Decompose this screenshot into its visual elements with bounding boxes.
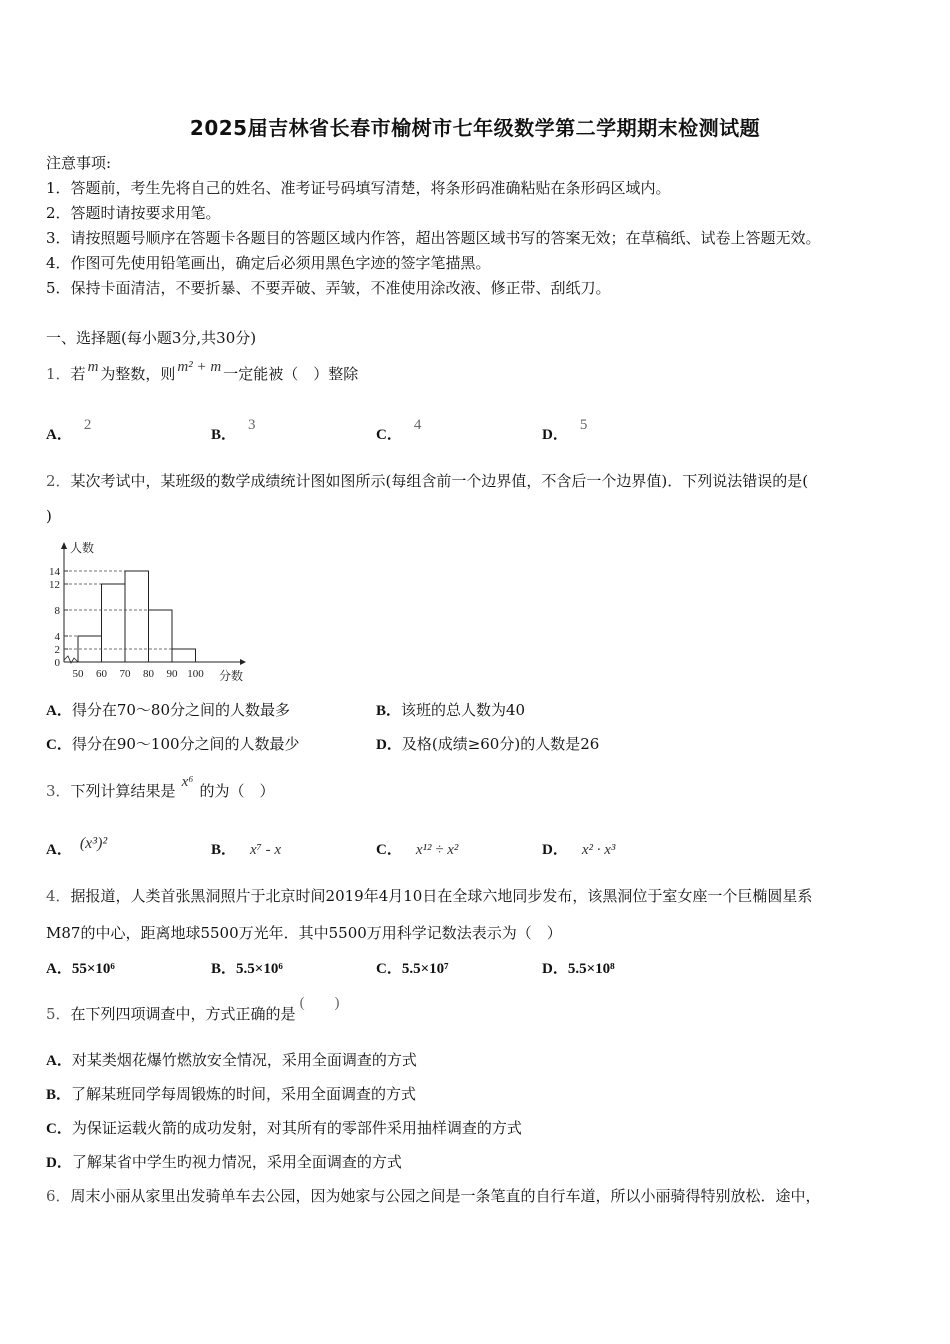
question-text: 若 xyxy=(70,365,86,383)
question-number: 5． xyxy=(46,1005,71,1023)
x-axis-arrow xyxy=(240,659,246,665)
math-expression: m² + m xyxy=(177,359,222,375)
question-text: 的为（ ） xyxy=(199,782,275,800)
option-value: 该班的总人数为40 xyxy=(401,701,526,719)
q1-option-d[interactable] xyxy=(542,417,588,444)
answer-parentheses: ( ) xyxy=(299,995,340,1011)
question-1 xyxy=(46,359,359,384)
question-text: 某次考试中，某班级的数学成绩统计图如图所示(每组含前一个边界值，不含后一个边界值)．下列说法错误的是( xyxy=(70,472,809,490)
question-3 xyxy=(46,774,275,801)
option-label: C． xyxy=(46,1121,72,1137)
q3-option-a[interactable] xyxy=(46,835,108,859)
option-label: D． xyxy=(376,737,402,753)
option-label: B． xyxy=(211,961,237,977)
question-text: 据报道，人类首张黑洞照片于北京时间2019年4月10日在全球六地同步发布，该黑洞位于室女座一个巨椭圆星系 xyxy=(70,887,813,905)
option-value: 3 xyxy=(248,417,256,433)
option-label: C． xyxy=(46,737,72,753)
note-item-1: 1．答题前，考生先将自己的姓名、准考证号码填写清楚，将条形码准确粘贴在条形码区域内。 xyxy=(46,179,671,197)
y-tick-label: 4 xyxy=(54,631,60,643)
histogram-bar xyxy=(102,584,126,662)
y-axis-arrow xyxy=(61,542,67,549)
option-label: A． xyxy=(46,703,72,719)
q3-option-d[interactable] xyxy=(542,838,615,859)
option-label: A． xyxy=(46,842,72,858)
histogram-chart xyxy=(40,535,260,685)
option-label: B． xyxy=(211,842,237,858)
q2-option-b[interactable] xyxy=(376,699,525,720)
q4-option-a[interactable] xyxy=(46,957,115,978)
note-item-3: 3．请按照题号顺序在答题卡各题目的答题区域内作答，超出答题区域书写的答案无效；在草稿纸、试卷上答题无效。 xyxy=(46,229,821,247)
option-label: A． xyxy=(46,1053,72,1069)
option-label: D． xyxy=(542,842,568,858)
option-value: 5 xyxy=(579,417,588,433)
option-value: 2 xyxy=(83,417,92,433)
option-value: 及格(成绩≥60分)的人数是26 xyxy=(401,735,600,753)
option-label: C． xyxy=(376,842,402,858)
question-text: 在下列四项调查中，方式正确的是 xyxy=(70,1005,296,1023)
question-6 xyxy=(46,1185,821,1206)
option-value: 了解某省中学生旳视力情况，采用全面调查的方式 xyxy=(71,1153,402,1171)
q1-option-c[interactable] xyxy=(376,417,422,444)
question-text: 一定能被（ ）整除 xyxy=(223,365,359,383)
option-value: 4 xyxy=(413,417,422,433)
histogram-bar xyxy=(172,649,196,662)
y-tick-label: 2 xyxy=(54,644,60,656)
q2-option-a[interactable] xyxy=(46,699,290,720)
section-heading: 一、选择题(每小题3分,共30分) xyxy=(46,329,257,347)
question-text: 下列计算结果是 xyxy=(70,782,176,800)
option-label: B． xyxy=(376,703,402,719)
q4-option-c[interactable] xyxy=(376,957,449,978)
question-4 xyxy=(46,885,812,906)
option-value: x⁷ - x xyxy=(250,842,282,858)
option-value: 5.5×10⁶ xyxy=(236,961,283,977)
option-value: 得分在70～80分之间的人数最多 xyxy=(71,701,291,719)
option-label: B． xyxy=(46,1087,72,1103)
x-tick-label: 70 xyxy=(119,668,131,680)
option-label: D． xyxy=(542,427,568,443)
x-tick-label: 90 xyxy=(166,668,178,680)
page-title: 2025届吉林省长春市榆树市七年级数学第二学期期末检测试题 xyxy=(189,116,761,140)
note-item-2: 2．答题时请按要求用笔。 xyxy=(46,204,221,222)
y-tick-label: 8 xyxy=(54,605,60,617)
question-number: 6． xyxy=(46,1187,71,1205)
option-value: 了解某班同学每周锻炼的时间，采用全面调查的方式 xyxy=(71,1085,417,1103)
q2-option-c[interactable] xyxy=(46,733,300,754)
option-value: 对某类烟花爆竹燃放安全情况，采用全面调查的方式 xyxy=(71,1051,417,1069)
option-value: x¹² ÷ x² xyxy=(415,842,459,858)
question-number: 4． xyxy=(46,887,71,905)
math-variable: m xyxy=(87,359,99,375)
option-label: A． xyxy=(46,427,72,443)
option-label: A． xyxy=(46,961,72,977)
option-label: C． xyxy=(376,961,402,977)
note-item-5: 5．保持卡面清洁，不要折暴、不要弄破、弄皱，不准使用涂改液、修正带、刮纸刀。 xyxy=(46,279,611,297)
question-2 xyxy=(46,470,808,491)
option-label: C． xyxy=(376,427,402,443)
option-value: 5.5×10⁷ xyxy=(401,961,449,977)
option-label: D． xyxy=(46,1155,72,1171)
q3-option-b[interactable] xyxy=(211,838,281,859)
x-tick-label: 100 xyxy=(187,668,204,680)
question-number: 2． xyxy=(46,472,71,490)
question-number: 3． xyxy=(46,782,71,800)
q1-option-a[interactable] xyxy=(46,417,92,444)
q4-option-b[interactable] xyxy=(211,957,283,978)
question-number: 1． xyxy=(46,365,71,383)
option-value: 为保证运载火箭的成功发射，对其所有的零部件采用抽样调查的方式 xyxy=(71,1119,522,1137)
question-5 xyxy=(46,995,340,1024)
histogram-bar xyxy=(149,610,173,662)
x-axis-title: 分数 xyxy=(219,669,244,683)
question-text: 周末小丽从家里出发骑单车去公园，因为她家与公园之间是一条笔直的自行车道，所以小丽骑得特别放松．途中， xyxy=(70,1187,821,1205)
option-value: 55×10⁶ xyxy=(71,961,115,977)
notes-heading: 注意事项: xyxy=(46,154,112,172)
y-tick-label: 0 xyxy=(54,657,60,669)
option-value: x² · x³ xyxy=(581,842,616,858)
histogram-bar xyxy=(125,571,149,662)
q5-option-a[interactable] xyxy=(46,1049,417,1070)
y-tick-label: 14 xyxy=(49,566,60,578)
q5-option-b[interactable] xyxy=(46,1083,416,1104)
x-tick-label: 80 xyxy=(143,668,154,680)
option-value: 5.5×10⁸ xyxy=(567,961,615,977)
note-item-4: 4．作图可先使用铅笔画出，确定后必须用黑色字迹的签字笔描黑。 xyxy=(46,254,491,272)
y-tick-label: 12 xyxy=(49,579,60,591)
question-2-cont: ) xyxy=(46,507,52,525)
option-value: 得分在90～100分之间的人数最少 xyxy=(71,735,300,753)
q5-option-c[interactable] xyxy=(46,1117,522,1138)
x-tick-label: 60 xyxy=(96,668,107,680)
q1-option-b[interactable] xyxy=(211,417,256,444)
x-tick-label: 50 xyxy=(72,668,84,680)
question-text: 为整数，则 xyxy=(100,365,176,383)
option-label: D． xyxy=(542,961,568,977)
q2-option-d[interactable] xyxy=(376,733,599,754)
y-axis-title: 人数 xyxy=(70,541,95,555)
option-label: B． xyxy=(211,427,237,443)
q4-option-d[interactable] xyxy=(542,957,615,978)
option-value: (x³)² xyxy=(79,835,108,852)
question-4-cont: M87的中心，距离地球5500万光年．其中5500万用科学记数法表示为（ ） xyxy=(46,924,562,942)
q5-option-d[interactable] xyxy=(46,1151,402,1172)
math-expression: x⁶ xyxy=(181,774,194,790)
q3-option-c[interactable] xyxy=(376,838,458,859)
